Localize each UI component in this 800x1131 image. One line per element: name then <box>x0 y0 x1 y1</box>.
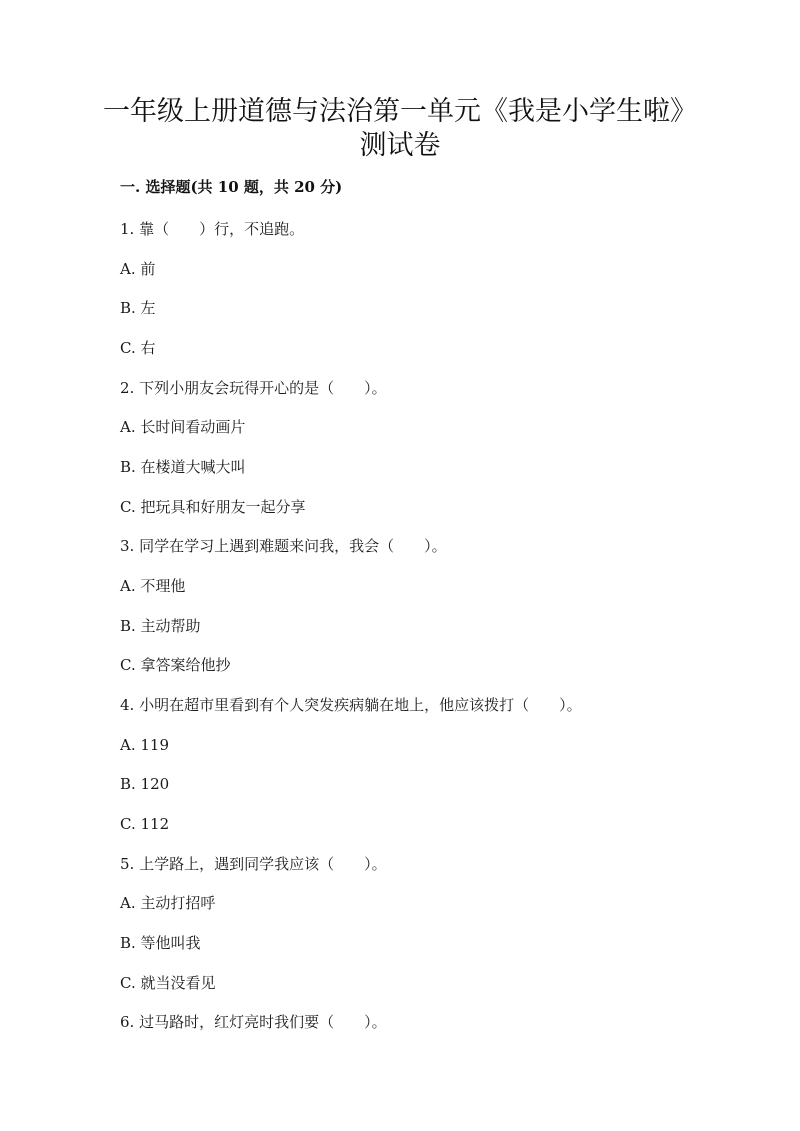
question-3-stem: 3. 同学在学习上遇到难题来问我，我会（ ）。 <box>120 537 447 555</box>
question-2-option-b: B. 在楼道大喊大叫 <box>120 458 246 476</box>
question-4-option-b: B. 120 <box>120 775 170 793</box>
question-5-option-b: B. 等他叫我 <box>120 934 201 952</box>
question-4-option-a: A. 119 <box>120 736 169 754</box>
question-5-stem: 5. 上学路上，遇到同学我应该（ ）。 <box>120 855 387 873</box>
question-3-option-b: B. 主动帮助 <box>120 617 201 635</box>
question-4-option-c: C. 112 <box>120 815 170 833</box>
section-heading: 一. 选择题(共 10 题，共 20 分) <box>120 178 343 196</box>
document-title-line-2: 测试卷 <box>359 130 441 161</box>
question-5-option-c: C. 就当没看见 <box>120 974 216 992</box>
question-4-stem: 4. 小明在超市里看到有个人突发疾病躺在地上，他应该拨打（ ）。 <box>120 696 582 714</box>
question-1-option-a: A. 前 <box>120 260 156 278</box>
question-1-option-b: B. 左 <box>120 299 156 317</box>
document-title-line-1: 一年级上册道德与法治第一单元《我是小学生啦》 <box>103 96 697 127</box>
question-1-stem: 1. 靠（ ）行，不追跑。 <box>120 220 305 238</box>
question-6-stem: 6. 过马路时，红灯亮时我们要（ ）。 <box>120 1013 387 1031</box>
question-2-option-c: C. 把玩具和好朋友一起分享 <box>120 498 306 516</box>
question-3-option-c: C. 拿答案给他抄 <box>120 656 231 674</box>
question-2-stem: 2. 下列小朋友会玩得开心的是（ ）。 <box>120 379 387 397</box>
question-5-option-a: A. 主动打招呼 <box>120 894 216 912</box>
question-3-option-a: A. 不理他 <box>120 577 186 595</box>
question-2-option-a: A. 长时间看动画片 <box>120 418 246 436</box>
question-1-option-c: C. 右 <box>120 339 156 357</box>
